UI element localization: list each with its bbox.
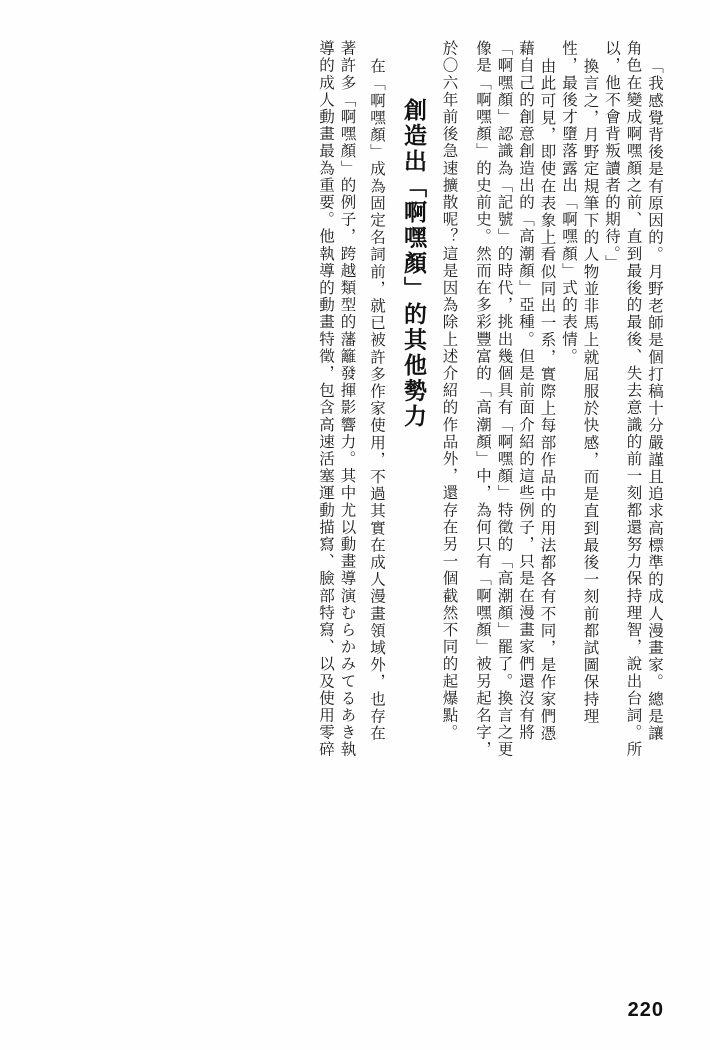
text-column: 藉自己的創意創造出的「高潮顏」亞種。但是前面介紹的這些例子，只是在漫畫家們還沒有將 [517,40,534,742]
text-column: 以，他不會背叛讀者的期待。」 [603,40,620,272]
text-column: 導的成人動畫最為重要。他執導的動畫特徵，包含高速活塞運動描寫、臉部特寫、以及使用零碎 [317,40,334,759]
text-column: 著許多「啊嘿顏」的例子，跨越類型的藩籬發揮影響力。其中尤以動畫導演むらかみてるあき執 [338,40,356,759]
page-text-body [48,40,662,970]
section-heading: 創造出「啊嘿顏」的其他勢力 [401,98,426,430]
text-column: 由此可見，即使在表象上看似同出一系，實際上每部作品中的用法都各有不同，是作家們憑 [538,58,556,742]
text-column: 於〇六年前後急速擴散呢？這是因為除上述介紹的作品外，還存在另一個截然不同的起爆點。 [440,40,458,742]
text-column: 在「啊嘿顏」成為固定名詞前，就已被許多作家使用，不過其實在成人漫畫領域外，也存在 [368,58,385,742]
text-column: 換言之，月野定規筆下的人物並非馬上就屈服於快感，而是直到最後一刻前都試圖保持理 [581,58,599,725]
text-column: 「我感覺背後是有原因的。月野老師是個打稿十分嚴謹且追求高標準的成人漫畫家。總是讓 [646,58,663,742]
text-column: 性，最後才墮落露出「啊嘿顏」式的表情。 [560,40,577,365]
text-column: 像是「啊嘿顏」的史前史。然而在多彩豐富的「高潮顏」中，為何只有「啊嘿顏」被另起名字， [474,40,491,759]
text-column: 角色在變成啊嘿顏之前、直到最後的最後、失去意識的前一刻都還努力保持理智，說出台詞。所 [624,40,642,759]
text-column: 「啊嘿顏」認識為「記號」的時代，挑出幾個具有「啊嘿顏」特徵的「高潮顏」罷了。換言之更 [495,40,513,759]
page-number: 220 [627,999,664,1021]
